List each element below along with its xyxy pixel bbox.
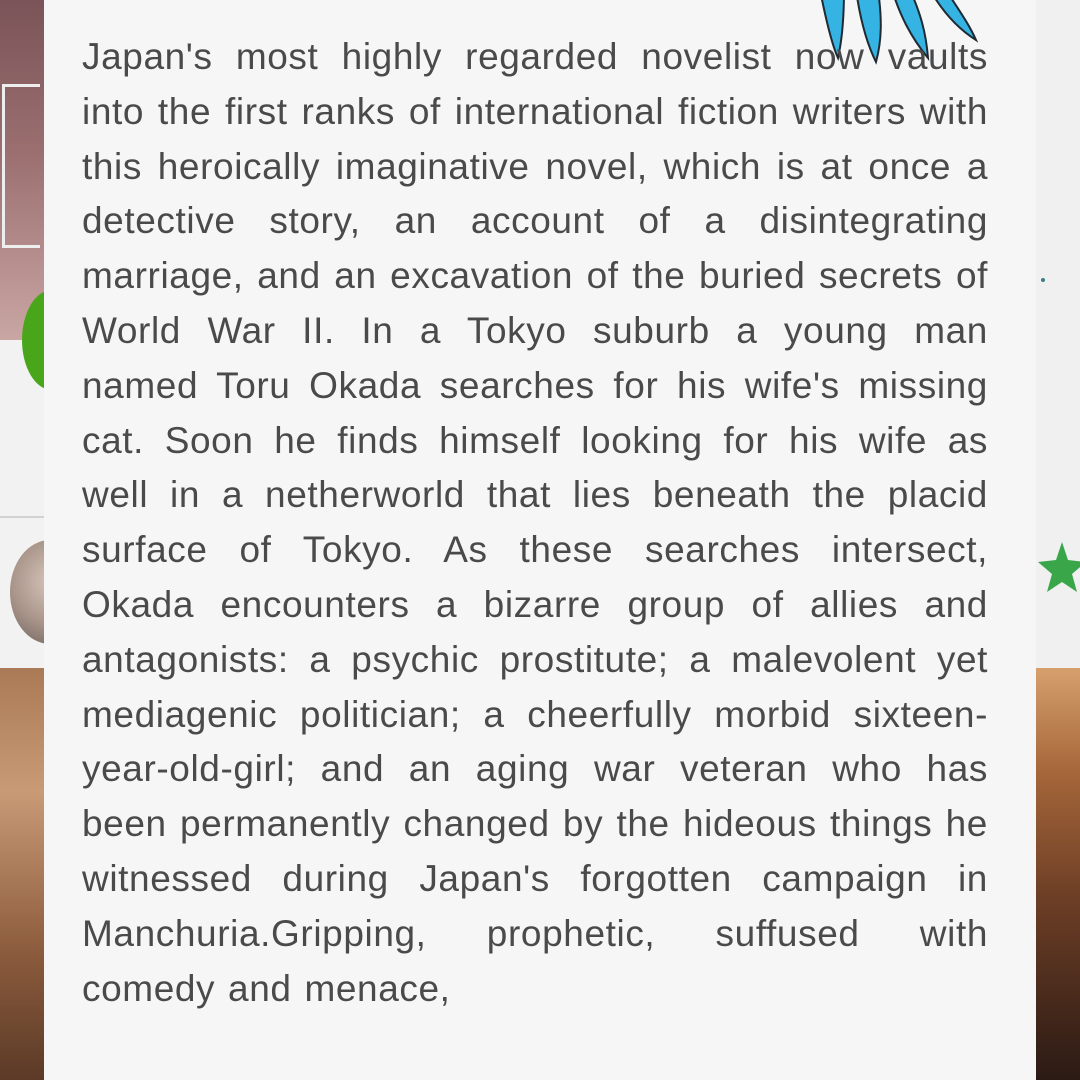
background-cover-image [0,0,44,340]
background-photo-right [1036,668,1080,1080]
background-photo-left [0,668,44,1080]
book-description-text: Japan's most highly regarded novelist now vaults into the first ranks of international fiction writers with this heroically imaginative novel, which is at once a detective story, an account of a disintegrating marriage, and an excavation of the buried secrets of World War II. In a Tokyo suburb a young man named Toru Okada searches for his wife's missing cat. Soon he finds himself looking for his wife as well in a netherworld that lies beneath the placid surface of Tokyo. As these searches intersect, Okada encounters a bizarre group of allies and antagonists: a psychic prostitute; a malevolent yet mediagenic politician; a cheerfully morbid sixteen-year-old-girl; and an aging war veteran who has been permanently changed by the hideous things he witnessed during Japan's forgotten campaign in Manchuria.Gripping, prophetic, suffused with comedy and menace, [82,36,988,1009]
book-description-modal[interactable] [44,0,1036,1080]
star-icon [1036,540,1080,594]
background-image-frame [2,84,40,248]
background-indicator-dot [1041,278,1045,282]
